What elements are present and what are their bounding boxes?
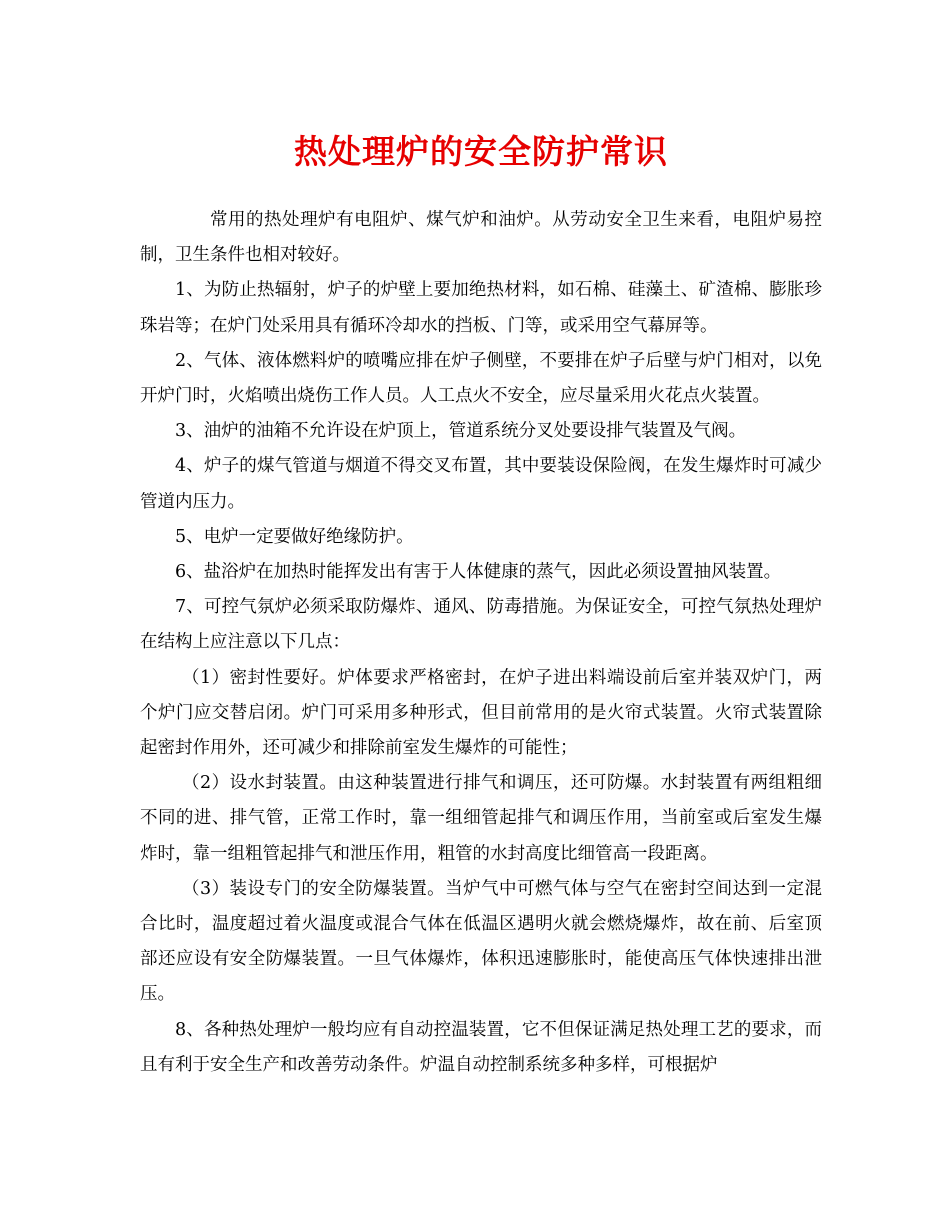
paragraph-item-2: 2、气体、液体燃料炉的喷嘴应排在炉子侧壁，不要排在炉子后壁与炉门相对，以免开炉门时，火焰喷出烧伤工作人员。人工点火不安全，应尽量采用火花点火装置。 xyxy=(140,350,822,407)
document-page xyxy=(140,0,822,1230)
paragraph-item-3: 3、油炉的油箱不允许设在炉顶上，管道系统分叉处要设排气装置及气阀。 xyxy=(175,421,747,442)
paragraph-subitem-2: （2）设水封装置。由这种装置进行排气和调压，还可防爆。水封装置有两组粗细不同的进、排气管，正常工作时，靠一组细管起排气和调压作用，当前室或后室发生爆炸时，靠一组粗管起排气和泄压作用，粗管的水封高度比细管高一段距离。 xyxy=(140,773,822,864)
paragraph-item-4: 4、炉子的煤气管道与烟道不得交叉布置，其中要装设保险阀，在发生爆炸时可减少管道内压力。 xyxy=(140,456,822,512)
paragraph-item-6: 6、盐浴炉在加热时能挥发出有害于人体健康的蒸气，因此必须设置抽风装置。 xyxy=(175,562,782,583)
document-title: 热处理炉的安全防护常识 xyxy=(294,132,668,171)
paragraph-intro: 常用的热处理炉有电阻炉、煤气炉和油炉。从劳动安全卫生来看，电阻炉易控制，卫生条件也相对较好。 xyxy=(140,210,822,266)
paragraph-subitem-1: （1）密封性要好。炉体要求严格密封，在炉子进出料端设前后室并装双炉门，两个炉门应交替启闭。炉门可采用多种形式，但目前常用的是火帘式装置。火帘式装置除起密封作用外，还可减少和排除前室发生爆炸的可能性； xyxy=(140,667,822,759)
paragraph-item-7: 7、可控气氛炉必须采取防爆炸、通风、防毒措施。为保证安全，可控气氛热处理炉在结构上应注意以下几点： xyxy=(140,597,822,653)
paragraph-item-8: 8、各种热处理炉一般均应有自动控温装置，它不但保证满足热处理工艺的要求，而且有利于安全生产和改善劳动条件。炉温自动控制系统多种多样，可根据炉 xyxy=(140,1019,822,1075)
document-body xyxy=(140,203,822,1083)
paragraph-subitem-3: （3）装设专门的安全防爆装置。当炉气中可燃气体与空气在密封空间达到一定混合比时，温度超过着火温度或混合气体在低温区遇明火就会燃烧爆炸，故在前、后室顶部还应设有安全防爆装置。一旦气体爆炸，体积迅速膨胀时，能使高压气体快速排出泄压。 xyxy=(140,878,822,1005)
paragraph-item-1: 1、为防止热辐射，炉子的炉壁上要加绝热材料，如石棉、硅藻土、矿渣棉、膨胀珍珠岩等；在炉门处采用具有循环冷却水的挡板、门等，或采用空气幕屏等。 xyxy=(140,280,822,336)
paragraph-item-5: 5、电炉一定要做好绝缘防护。 xyxy=(175,526,414,547)
